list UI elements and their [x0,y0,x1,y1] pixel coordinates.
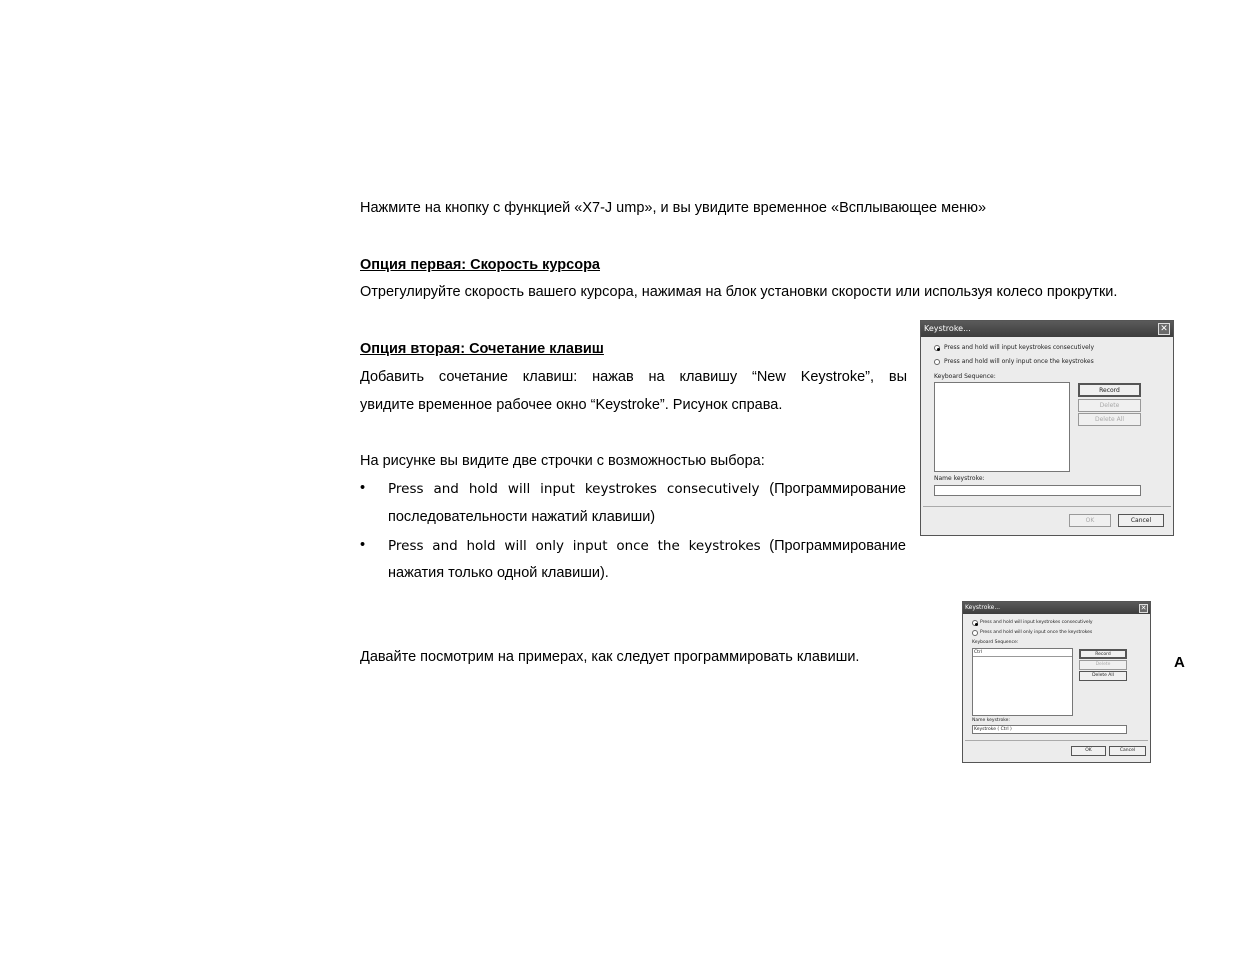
record-button[interactable]: Record [1079,649,1127,659]
cancel-button[interactable]: Cancel [1109,746,1146,756]
option1-heading: Опция первая: Скорость курсора [360,257,600,273]
sequence-entry[interactable]: Ctrl [973,649,1072,657]
option2-line2: увидите временное рабочее окно “Keystroke”. Рисунок справа. [360,397,783,413]
name-keystroke-label: Name keystroke: [972,718,1010,723]
name-keystroke-label: Name keystroke: [934,475,985,482]
delete-all-button[interactable]: Delete All [1079,671,1127,681]
bullet1-ru: (Программирование [759,481,906,497]
keystroke-dialog-1 [920,320,1174,536]
name-keystroke-input[interactable]: Keystroke ( Ctrl ) [972,725,1127,734]
divider [965,740,1148,741]
delete-button[interactable]: Delete [1079,660,1127,670]
radio-consecutive[interactable] [934,345,940,351]
radio-consecutive[interactable] [972,620,978,626]
divider [923,506,1171,507]
bullet2-line1 [388,537,906,555]
option2-heading: Опция вторая: Сочетание клавиш [360,341,604,357]
delete-all-button[interactable]: Delete All [1078,413,1141,426]
close-icon[interactable]: ✕ [1158,323,1170,335]
close-icon[interactable]: ✕ [1140,604,1147,612]
keyboard-sequence-list[interactable] [934,382,1070,472]
radio-once[interactable] [934,359,940,365]
keyboard-sequence-list[interactable] [972,648,1073,716]
keystroke-dialog-2 [962,601,1151,763]
delete-button[interactable]: Delete [1078,399,1141,412]
radio-consecutive-label: Press and hold will input keystrokes consecutively [944,344,1095,351]
cancel-button[interactable]: Cancel [1118,514,1164,527]
ok-button[interactable]: OK [1071,746,1106,756]
intro-text: Нажмите на кнопку с функцией «X7-J ump», и вы увидите временное «Всплывающее меню» [360,200,987,216]
bullet1-en: Press and hold will input keystrokes consecutively [388,481,760,497]
name-keystroke-input[interactable] [934,485,1141,496]
bullet1-line1 [388,480,906,498]
marker-label: A [1174,654,1185,671]
radio-once-label: Press and hold will only input once the keystrokes [980,630,1093,635]
option1-text: Отрегулируйте скорость вашего курсора, нажимая на блок установки скорости или используя колесо прокрутки. [360,284,1118,300]
bullet-dot: • [360,480,366,496]
examples-text: Давайте посмотрим на примерах, как следует программировать клавиши. [360,649,860,665]
bullet1-line2: последовательности нажатий клавиши) [388,509,656,525]
ok-button[interactable]: OK [1069,514,1111,527]
record-button[interactable]: Record [1078,383,1141,397]
bullet-dot: • [360,537,366,553]
keyboard-sequence-label: Keyboard Sequence: [972,640,1019,645]
bullet2-line2: нажатия только одной клавиши). [388,565,609,581]
option2-line1: Добавить сочетание клавиш: нажав на клавишу “New Keystroke”, вы [360,369,907,385]
radio-once[interactable] [972,630,978,636]
radio-consecutive-label: Press and hold will input keystrokes consecutively [980,620,1093,625]
dialog-title: Keystroke... [924,324,971,333]
radio-once-label: Press and hold will only input once the keystrokes [944,358,1094,365]
dialog-title-bar [963,602,1150,614]
keyboard-sequence-label: Keyboard Sequence: [934,373,996,380]
choices-intro: На рисунке вы видите две строчки с возможностью выбора: [360,453,765,469]
dialog-title: Keystroke... [965,604,1001,611]
dialog-title-bar [921,321,1173,337]
bullet2-ru: (Программирование [760,538,906,554]
bullet2-en: Press and hold will only input once the keystrokes [388,538,761,554]
